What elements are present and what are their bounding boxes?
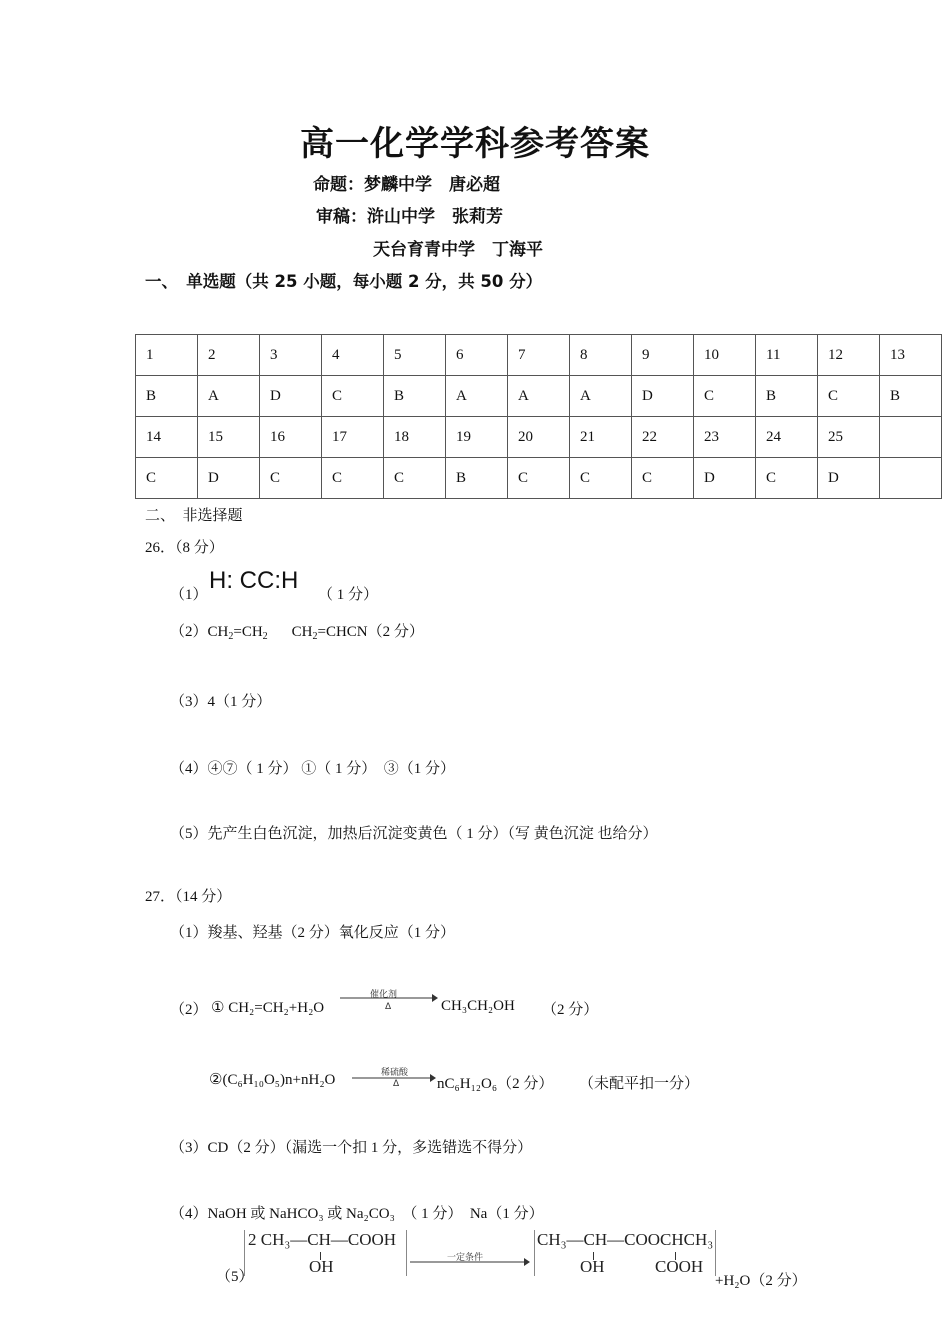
- q27-p5-label: （5）: [216, 1269, 254, 1285]
- q27-r2-note: （未配平扣一分）: [579, 1076, 700, 1092]
- table-row: [136, 335, 942, 376]
- table-cell: A: [508, 376, 570, 417]
- reviewer-credit-2: 天台育青中学 丁海平: [373, 240, 543, 260]
- table-cell: 6: [446, 335, 508, 376]
- table-cell: A: [446, 376, 508, 417]
- table-cell: C: [818, 376, 880, 417]
- q27-r2-right: nC₆H₁₂O₆（2 分）: [437, 1076, 554, 1092]
- q26-p2-a-sub2: 2: [262, 631, 268, 642]
- table-cell: B: [136, 376, 198, 417]
- answer-table: [135, 334, 942, 499]
- table-cell: 5: [384, 335, 446, 376]
- q26-p2-b-sub: 2: [312, 631, 318, 642]
- q26-p5: （5）先产生白色沉淀，加热后沉淀变黄色（ 1 分）（写 黄色沉淀 也给分）: [170, 826, 658, 842]
- table-cell: C: [136, 458, 198, 499]
- right-structure-bottom-a: OH: [580, 1257, 605, 1276]
- q26-p2-a-pre: CH: [207, 624, 229, 640]
- right-structure-bottom-b: COOH: [655, 1257, 704, 1276]
- table-cell: A: [570, 376, 632, 417]
- table-cell: 24: [756, 417, 818, 458]
- q26-lewis-formula: H: CC:H: [209, 567, 299, 594]
- q27-p5-cond: 一定条件: [447, 1253, 484, 1263]
- q26-header: 26．（8 分）: [145, 540, 224, 556]
- author-credit: 命题：梦麟中学 唐必超: [313, 175, 500, 195]
- table-cell: C: [508, 458, 570, 499]
- q27-p2-label: （2）: [170, 1002, 208, 1018]
- q27-p3: （3）CD（2 分）（漏选一个扣 1 分，多选错选不得分）: [170, 1140, 533, 1156]
- section-2-heading: 二、 非选择题: [145, 506, 243, 524]
- table-cell: 21: [570, 417, 632, 458]
- table-cell: D: [260, 376, 322, 417]
- section-1-heading: 一、 单选题（共 25 小题，每小题 2 分，共 50 分）: [145, 272, 543, 291]
- q27-r1-score: （2 分）: [542, 1002, 599, 1018]
- q26-p3: （3）4（1 分）: [170, 694, 272, 710]
- q27-r1-cond-top: 催化剂: [370, 990, 398, 1000]
- table-cell: 16: [260, 417, 322, 458]
- table-cell: A: [198, 376, 260, 417]
- table-cell: 14: [136, 417, 198, 458]
- q27-r2-cond-bottom: Δ: [393, 1079, 400, 1089]
- table-cell: C: [570, 458, 632, 499]
- table-cell: 4: [322, 335, 384, 376]
- q27-r1-right: CH₃CH₂OH: [441, 998, 515, 1014]
- table-cell: 12: [818, 335, 880, 376]
- table-cell: D: [198, 458, 260, 499]
- table-row: [136, 417, 942, 458]
- right-structure: [534, 1230, 716, 1276]
- q27-r1-left: ① CH₂=CH₂+H₂O: [211, 1000, 325, 1016]
- q26-p1-label: （1）: [170, 587, 208, 603]
- table-cell: 13: [880, 335, 942, 376]
- table-cell: C: [322, 376, 384, 417]
- table-cell: 19: [446, 417, 508, 458]
- table-cell: 7: [508, 335, 570, 376]
- table-cell: 15: [198, 417, 260, 458]
- q27-r1-cond-bottom: Δ: [385, 1002, 392, 1012]
- table-cell: C: [632, 458, 694, 499]
- table-cell: B: [446, 458, 508, 499]
- table-cell: 23: [694, 417, 756, 458]
- table-cell: 1: [136, 335, 198, 376]
- q27-p1: （1）羧基、羟基（2 分）氧化反应（1 分）: [170, 925, 456, 941]
- left-structure: [244, 1230, 407, 1276]
- right-structure-top: CH₃—CH—COOCHCH₃: [537, 1230, 714, 1249]
- q27-header: 27．（14 分）: [145, 889, 232, 905]
- table-cell: C: [260, 458, 322, 499]
- table-cell: [880, 417, 942, 458]
- q27-p5-tail: +H₂O（2 分）: [715, 1273, 807, 1289]
- table-cell: B: [384, 376, 446, 417]
- table-cell: 9: [632, 335, 694, 376]
- q26-p4: （4）④⑦（ 1 分） ①（ 1 分） ③（1 分）: [170, 761, 456, 777]
- table-cell: C: [384, 458, 446, 499]
- table-cell: 20: [508, 417, 570, 458]
- table-cell: C: [756, 458, 818, 499]
- table-cell: 17: [322, 417, 384, 458]
- table-cell: 8: [570, 335, 632, 376]
- table-cell: C: [694, 376, 756, 417]
- table-cell: B: [880, 376, 942, 417]
- table-cell: 10: [694, 335, 756, 376]
- q26-p2: [170, 620, 424, 641]
- left-structure-bottom: OH: [309, 1257, 334, 1276]
- table-cell: 18: [384, 417, 446, 458]
- table-cell: B: [756, 376, 818, 417]
- q26-p2-a-sub1: 2: [228, 631, 234, 642]
- q27-r2-cond-top: 稀硫酸: [381, 1068, 409, 1078]
- table-cell: 25: [818, 417, 880, 458]
- q26-p1-score: （ 1 分）: [318, 587, 379, 603]
- table-cell: D: [694, 458, 756, 499]
- q27-r2-left: ②(C₆H₁₀O₅)n+nH₂O: [209, 1072, 336, 1088]
- table-cell: C: [322, 458, 384, 499]
- q26-p2-a-mid: =CH: [233, 624, 263, 640]
- page-title: 高一化学学科参考答案: [300, 124, 650, 164]
- reaction-arrow-icon: [410, 1257, 530, 1267]
- q26-p2-b-post: =CHCN（2 分）: [317, 624, 424, 640]
- table-cell: 22: [632, 417, 694, 458]
- q27-p4: （4）NaOH 或 NaHCO₃ 或 Na₂CO₃ （ 1 分） Na（1 分）: [170, 1206, 544, 1222]
- table-cell: D: [632, 376, 694, 417]
- q26-p2-label: （2）: [170, 624, 208, 640]
- table-row: [136, 376, 942, 417]
- table-cell: 3: [260, 335, 322, 376]
- table-cell: 2: [198, 335, 260, 376]
- reviewer-credit-1: 审稿：浒山中学 张莉芳: [316, 207, 503, 227]
- table-cell: 11: [756, 335, 818, 376]
- table-cell: [880, 458, 942, 499]
- q26-p2-b-pre: CH: [291, 624, 313, 640]
- left-structure-top: 2 CH₃—CH—COOH: [248, 1230, 397, 1249]
- table-cell: D: [818, 458, 880, 499]
- table-row: [136, 458, 942, 499]
